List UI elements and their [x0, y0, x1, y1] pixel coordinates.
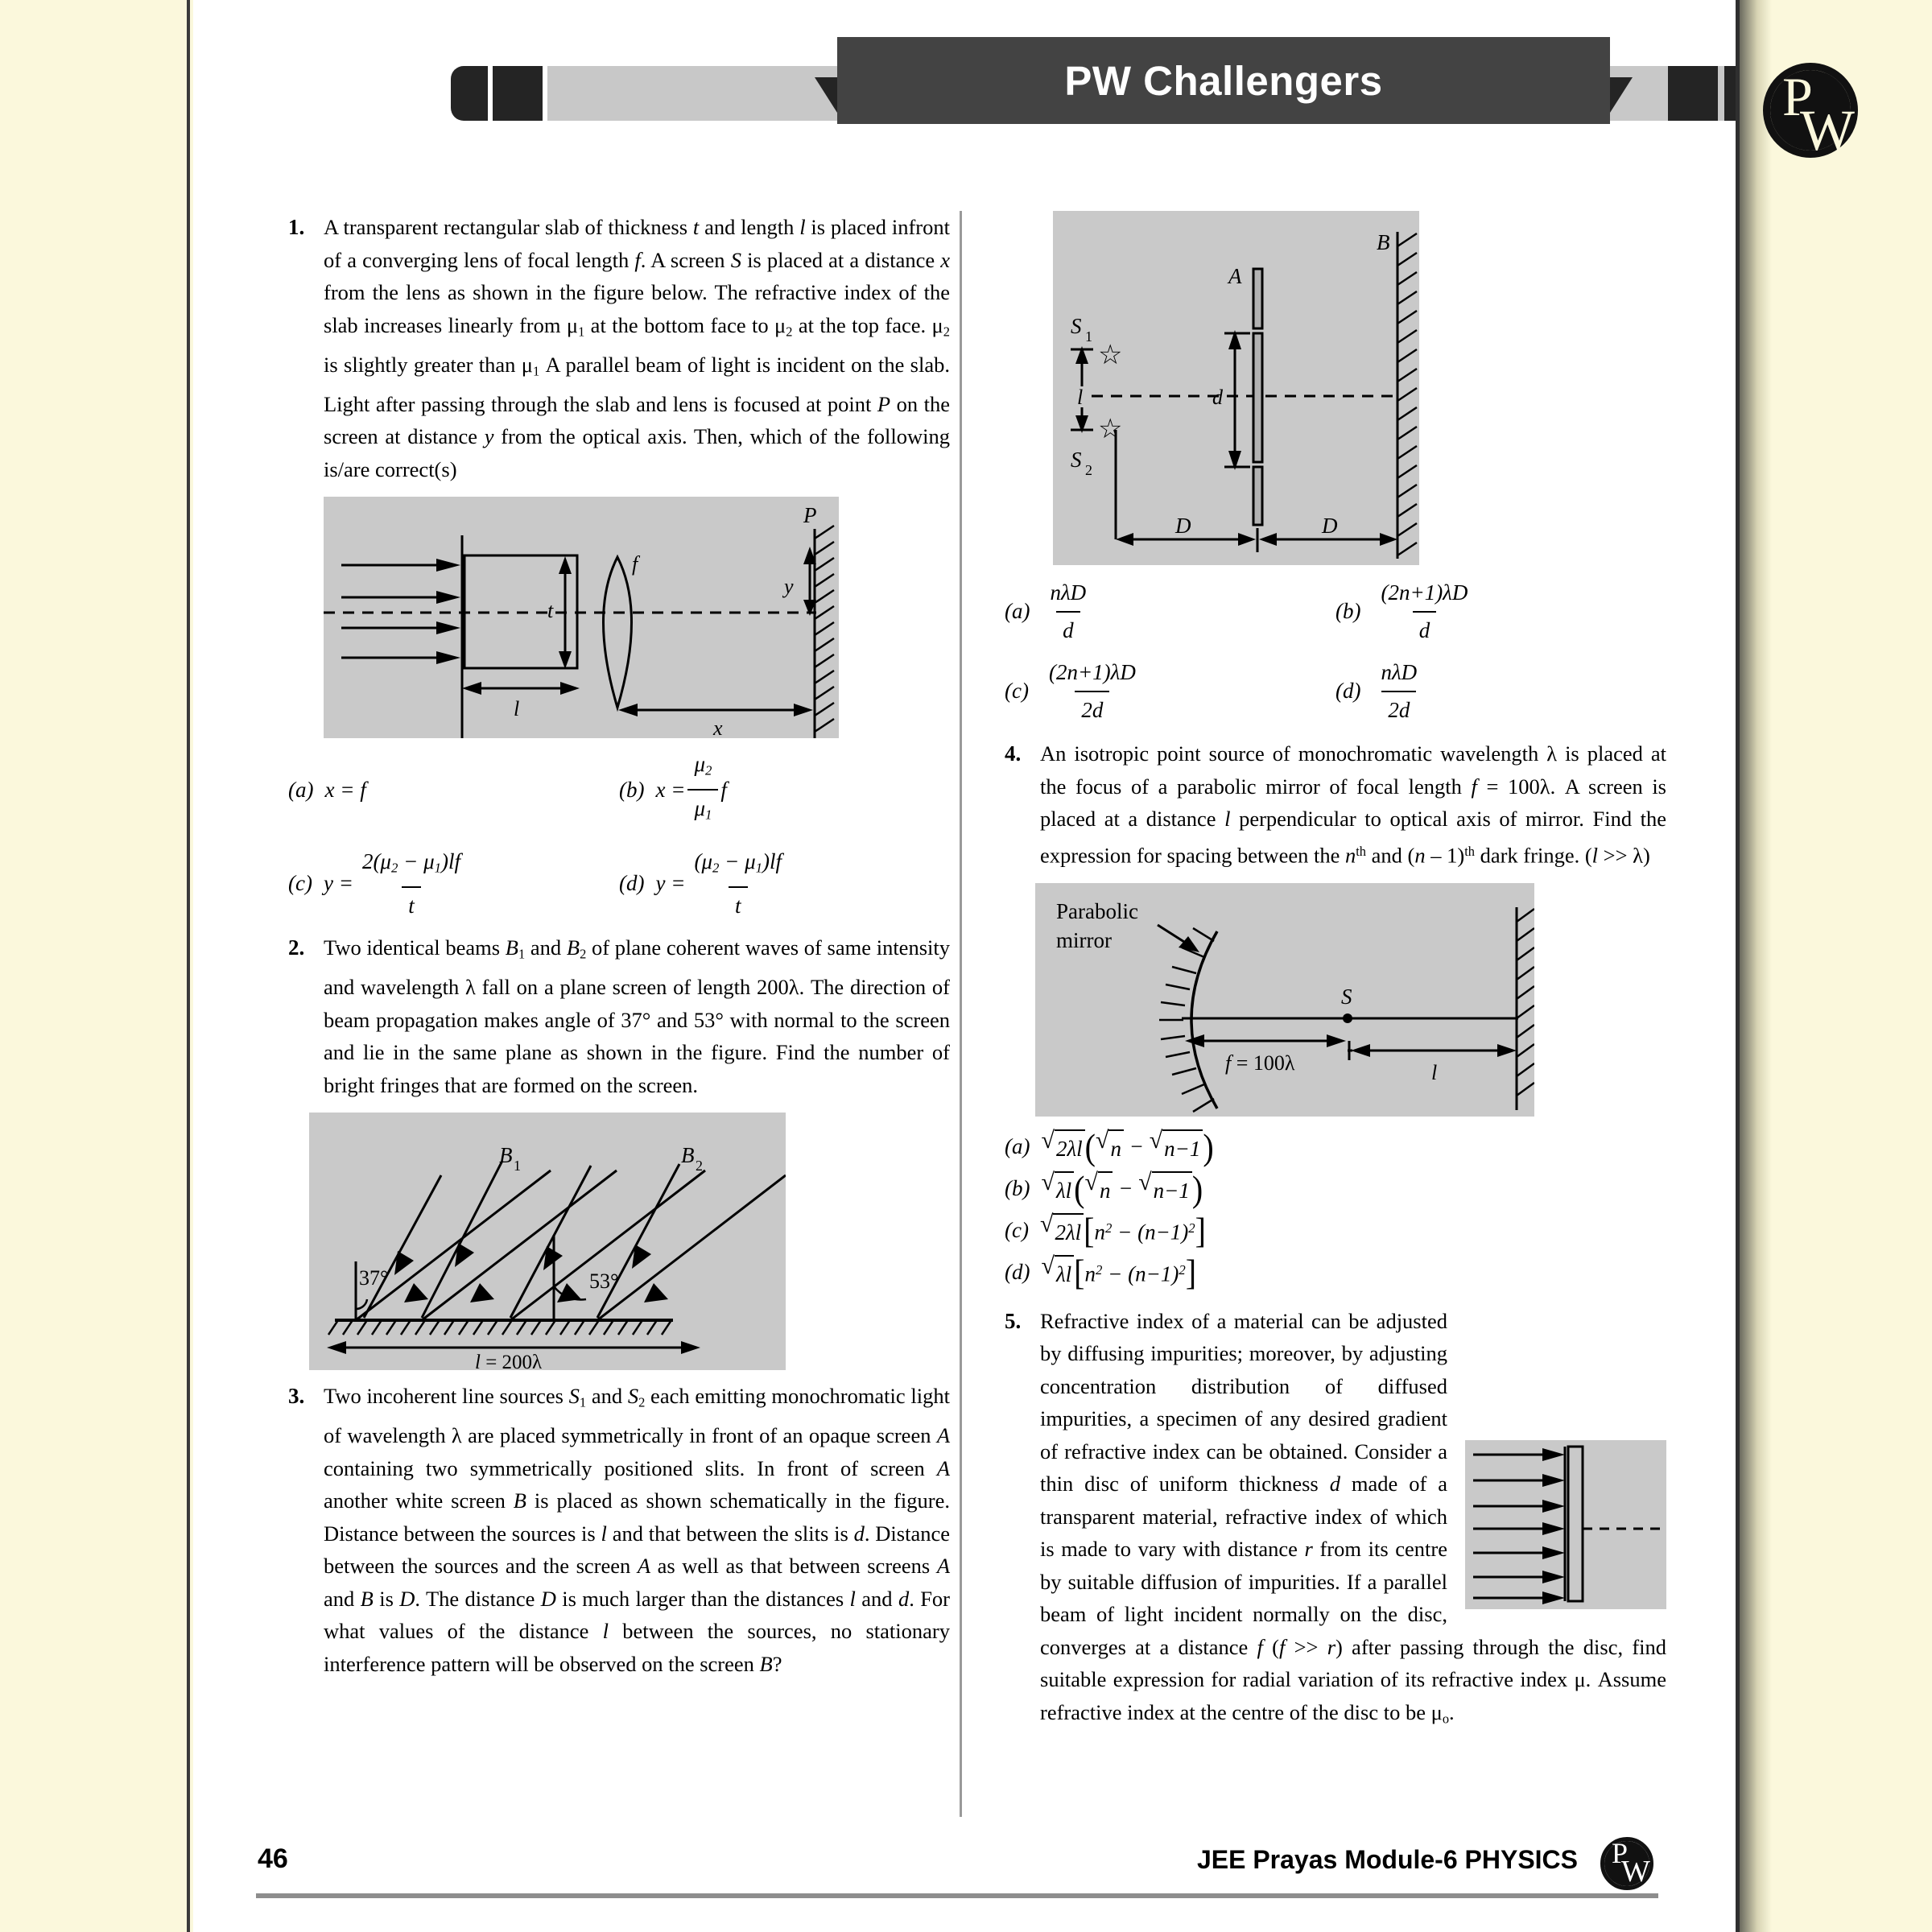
question-1-text: A transparent rectangular slab of thickness t and length l is placed infront of a converging lens of focal length f. A screen S is placed at a distance x from the lens as shown in the figure below. The refractive index of the slab increases linearly from $\mu_1$ at the bottom face to $\mu_2$ at the top face. $\mu_2$ is slightly greater than $\mu_1$ A parallel beam of light is incident on the slab. Light after passing through the slab and lens is focused at point P on the screen at distance y from the optical axis. Then, which of the following is/are correct(s) — [324, 215, 951, 481]
question-4-number: 4. — [1005, 741, 1022, 766]
question-4-text: An isotropic point source of monochromatic wavelength λ is placed at the focus of a parabolic mirror of focal length f = 100λ. A screen is placed at a distance l perpendicular to optical axis of mirror. Find the expression for spacing between the $n^{th}$ and (n – 1)$^{th}$ dark fringe. (l >> λ) — [1040, 741, 1667, 868]
svg-text:2: 2 — [696, 1158, 703, 1174]
svg-text:d: d — [1212, 386, 1223, 409]
q3-option-d-label: (d) — [1335, 679, 1361, 704]
question-1-number: 1. — [288, 215, 305, 239]
header-logo-w: W — [1800, 98, 1855, 163]
figure-q1 — [324, 497, 839, 738]
pw-logo-header-icon — [1763, 63, 1858, 163]
ribbon-left-cap-outer — [451, 66, 488, 121]
svg-text:D: D — [1322, 514, 1338, 538]
q3-option-c-num: (2n+1)λD — [1048, 660, 1136, 684]
q4-option-b-label: (b) — [1005, 1176, 1030, 1201]
q3-option-b-num: (2n+1)λD — [1381, 580, 1468, 605]
left-column — [288, 211, 950, 1685]
figure-q4 — [1035, 883, 1534, 1117]
question-5-body — [1040, 1305, 1666, 1736]
svg-text:1: 1 — [1085, 328, 1092, 345]
figure-q5 — [1465, 1440, 1666, 1609]
svg-text:y: y — [784, 575, 794, 599]
figure-q3 — [1053, 211, 1419, 565]
q3-option-a-label: (a) — [1005, 599, 1030, 624]
question-1-options — [288, 748, 950, 922]
svg-text:53°: 53° — [589, 1269, 619, 1294]
q1-option-d-label: (d) — [619, 871, 645, 896]
svg-text:l: l — [1077, 386, 1084, 409]
q4-option-c-label: (c) — [1005, 1218, 1029, 1243]
q3-option-c-label: (c) — [1005, 679, 1029, 704]
svg-text:D: D — [1175, 514, 1191, 538]
q1-option-a[interactable]: (a) x = f — [288, 774, 619, 807]
q1-option-d[interactable]: (d) y = $\frac{(\mu_2 - \mu_1)lf}{t}$ — [619, 845, 950, 923]
question-5-number: 5. — [1005, 1308, 1022, 1333]
parabolic-label-line1: Parabolic — [1056, 898, 1138, 923]
question-3 — [288, 1380, 950, 1680]
svg-text:t: t — [547, 599, 554, 623]
column-divider — [960, 211, 962, 1817]
question-4-options — [1005, 1126, 1666, 1294]
svg-text:37°: 37° — [359, 1266, 389, 1290]
q4-option-a[interactable]: (a) √ 2λl ( √ n − √ n−1 ) — [1005, 1125, 1214, 1167]
q3-option-d-den: 2d — [1381, 691, 1416, 727]
right-column — [1005, 211, 1666, 1740]
q4-option-d[interactable]: (d) √ λl [ $n^2 - (n-1)^2$ ] — [1005, 1252, 1197, 1292]
svg-text:1: 1 — [514, 1158, 521, 1174]
q3-option-b-den: d — [1413, 611, 1437, 647]
page-number: 46 — [258, 1843, 288, 1874]
svg-text:P: P — [803, 503, 817, 528]
q3-option-c-den: 2d — [1075, 691, 1109, 727]
q1-option-b-label: (b) — [619, 778, 645, 803]
ribbon-left-cap-inner — [493, 66, 543, 121]
svg-text:☆: ☆ — [1098, 415, 1123, 444]
header-logo-p: P — [1782, 66, 1813, 127]
question-2-number: 2. — [288, 935, 305, 960]
q4-option-b[interactable]: (b) √ λl ( √ n − √ n−1 ) — [1005, 1167, 1203, 1209]
page-title: PW Challengers — [1064, 57, 1383, 104]
svg-text:l: l — [514, 697, 520, 721]
q1-option-c[interactable]: (c) y = $\frac{2(\mu_2 - \mu_1)lf}{t}$ — [288, 845, 619, 923]
svg-text:l: l — [1431, 1060, 1438, 1084]
parabolic-label-line2: mirror — [1056, 927, 1112, 952]
q1-option-c-label: (c) — [288, 871, 312, 896]
footer-logo-p: P — [1612, 1837, 1629, 1869]
q4-option-c[interactable]: (c) √ 2λl [ $n^2 - (n-1)^2$ ] — [1005, 1210, 1206, 1250]
question-2 — [288, 931, 950, 1101]
q3-option-a-num: nλD — [1050, 580, 1087, 605]
page-sheet — [193, 0, 1739, 1932]
pw-logo-footer-icon — [1600, 1837, 1653, 1890]
question-2-text: Two identical beams $B_1$ and $B_2$ of plane coherent waves of same intensity and wavelength λ fall on a plane screen of length 200λ. The direction of beam propagation makes angle of 37° and 53° with normal to the screen and lie in the same plane as shown in the figure. Find the number of bright fringes that are formed on the screen. — [324, 935, 950, 1097]
question-5 — [1005, 1305, 1666, 1736]
q3-option-b[interactable] — [1335, 576, 1666, 646]
q4-option-d-label: (d) — [1005, 1260, 1030, 1285]
svg-text:S: S — [1071, 314, 1082, 338]
ribbon-fold-left-icon — [815, 77, 837, 113]
ribbon-fold-right-icon — [1610, 77, 1633, 113]
question-1 — [288, 211, 950, 485]
question-3-number: 3. — [288, 1384, 305, 1409]
svg-text:2: 2 — [1085, 462, 1092, 478]
svg-text:f = 100λ: f = 100λ — [1225, 1051, 1295, 1075]
svg-text:☆: ☆ — [1098, 341, 1123, 370]
question-5-text: Refractive index of a material can be adjusted by diffusing impurities; moreover, by adjusting concentration distribution of diffused impurities, a specimen of any desired gradient of refractive index can be obtained. Consider a thin disc of uniform thickness d made of a transparent material, refractive index of which is made to vary with distance r from its centre by suitable diffusion of impurities. If a parallel beam of light incident normally on the disc, converges at a distance f (f >> r) after passing through the disc, find suitable expression for radial variation of its refractive index μ. Assume refractive index at the centre of the disc to be $\mu_o$. — [1040, 1308, 1667, 1727]
q1-option-a-label: (a) — [288, 778, 314, 803]
footer-logo-w: W — [1621, 1855, 1650, 1889]
footer-book-title: JEE Prayas Module-6 PHYSICS — [1196, 1845, 1578, 1874]
svg-text:S: S — [1341, 984, 1352, 1009]
q3-option-d-num: nλD — [1381, 660, 1418, 684]
svg-text:A: A — [1228, 264, 1242, 288]
svg-text:S: S — [1071, 448, 1082, 472]
figure-q2 — [309, 1113, 786, 1370]
page-edge-shadow — [1740, 0, 1772, 1932]
header-ribbon — [451, 57, 1852, 121]
svg-text:f: f — [632, 552, 638, 576]
q3-option-d[interactable] — [1335, 656, 1666, 726]
q3-option-a[interactable] — [1005, 576, 1335, 646]
svg-text:B: B — [1377, 230, 1390, 254]
page-spine-left — [187, 0, 190, 1932]
ribbon-right-cap-inner — [1668, 66, 1718, 121]
question-4 — [1005, 737, 1666, 872]
q3-option-c[interactable] — [1005, 656, 1335, 726]
q3-option-b-label: (b) — [1335, 599, 1361, 624]
q1-option-b[interactable]: (b) x = $\frac{\mu_2}{\mu_1}$ f — [619, 748, 950, 832]
q3-option-a-den: d — [1056, 611, 1080, 647]
svg-text:x: x — [713, 716, 723, 739]
footer-rule — [256, 1893, 1658, 1898]
question-3-options — [1005, 576, 1666, 726]
svg-text:l = 200λ: l = 200λ — [475, 1352, 543, 1371]
svg-text:B: B — [499, 1143, 513, 1168]
question-3-text: Two incoherent line sources $S_1$ and $S_2$ each emitting monochromatic light of wavelength λ are placed symmetrically in front of an opaque screen A containing two symmetrically positioned slits. In front of screen A another white screen B is placed as shown schematically in the figure. Distance between the sources is l and that between the slits is d. Distance between the sources and the screen A as well as that between screens A and B is D. The distance D is much larger than the distances l and d. For what values of the distance l between the sources, no stationary interference pattern will be observed on the screen B? — [324, 1384, 951, 1676]
q4-option-a-label: (a) — [1005, 1134, 1030, 1159]
svg-text:B: B — [681, 1143, 695, 1168]
